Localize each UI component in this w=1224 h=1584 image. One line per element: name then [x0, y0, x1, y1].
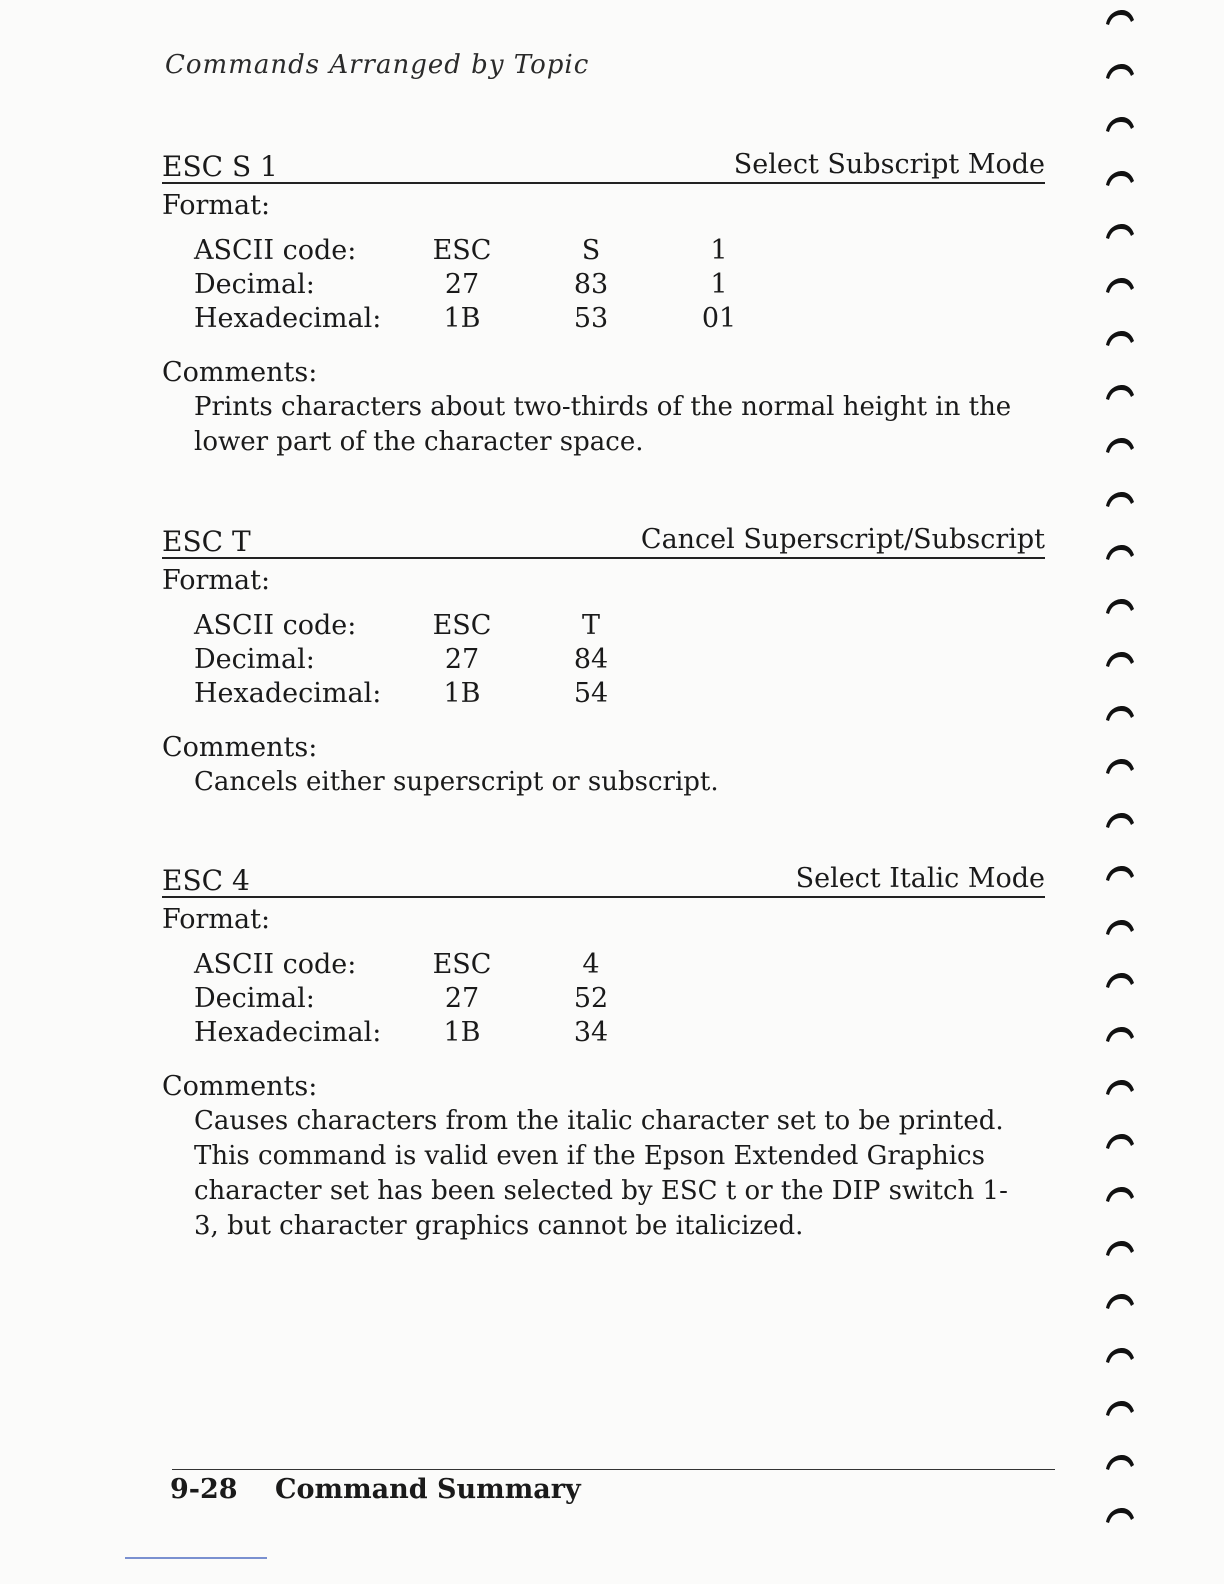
comments-text: Prints characters about two-thirds of the normal height in the lower part of the character space. — [194, 392, 1012, 457]
binding-ring-icon — [1104, 1346, 1136, 1364]
binding-ring-icon — [1104, 115, 1136, 133]
comments-text: Cancels either superscript or subscript. — [194, 767, 719, 797]
binding-ring-icon — [1104, 436, 1136, 454]
command-section-esc-s-1 — [162, 146, 1045, 460]
binding-ring-icon — [1104, 62, 1136, 80]
binding-ring-icon — [1104, 811, 1136, 829]
code-value: T — [581, 610, 600, 641]
binding-ring-icon — [1104, 597, 1136, 615]
code-table — [194, 948, 1045, 1052]
code-row-label: ASCII code: — [194, 610, 357, 641]
code-table — [194, 234, 1045, 338]
binding-ring-icon — [1104, 1453, 1136, 1471]
binding-ring-icon — [1104, 864, 1136, 882]
section-title-row — [162, 860, 1045, 898]
chapter-title: Command Summary — [275, 1474, 581, 1505]
binding-ring-icon — [1104, 169, 1136, 187]
code-row-ascii — [194, 609, 1045, 643]
code-value: 34 — [573, 1017, 609, 1048]
code-row-label: Hexadecimal: — [194, 303, 382, 334]
code-row-label: Decimal: — [194, 269, 315, 300]
page-number: 9-28 — [170, 1474, 238, 1505]
binding-ring-icon — [1104, 8, 1136, 26]
code-value: 83 — [573, 269, 609, 300]
code-row-decimal — [194, 982, 1045, 1016]
binding-ring-icon — [1104, 650, 1136, 668]
code-value: 01 — [701, 303, 737, 334]
code-row-label: ASCII code: — [194, 949, 357, 980]
command-title: Select Italic Mode — [795, 863, 1045, 894]
code-value: 27 — [444, 983, 480, 1014]
scan-edge-mark — [125, 1557, 267, 1559]
binding-ring-icon — [1104, 704, 1136, 722]
code-row-decimal — [194, 268, 1045, 302]
binding-ring-icon — [1104, 276, 1136, 294]
command-section-esc-t — [162, 521, 1045, 800]
binding-ring-icon — [1104, 918, 1136, 936]
command-code: ESC S 1 — [162, 150, 278, 183]
command-code: ESC 4 — [162, 864, 250, 897]
code-value: 53 — [573, 303, 609, 334]
comments-label: Comments: — [162, 357, 318, 388]
section-title-row — [162, 521, 1045, 559]
code-value: 27 — [444, 644, 480, 675]
code-row-label: ASCII code: — [194, 235, 357, 266]
spiral-binding — [1100, 0, 1150, 1584]
binding-ring-icon — [1104, 222, 1136, 240]
code-value: ESC — [432, 610, 492, 641]
code-row-label: Hexadecimal: — [194, 1017, 382, 1048]
format-label: Format: — [162, 565, 271, 596]
comments-text: Causes characters from the italic character set to be printed. This command is valid even if the Epson Extended Graphics character set has been selected by ESC t or the DIP switch 1-3, but character graphics cannot be italicized. — [194, 1106, 1008, 1241]
code-value: 1B — [443, 303, 481, 334]
code-value: 4 — [582, 949, 600, 980]
comments-label: Comments: — [162, 1071, 318, 1102]
code-row-ascii — [194, 948, 1045, 982]
binding-ring-icon — [1104, 971, 1136, 989]
binding-ring-icon — [1104, 1292, 1136, 1310]
command-code: ESC T — [162, 525, 251, 558]
section-title-row — [162, 146, 1045, 184]
binding-ring-icon — [1104, 543, 1136, 561]
binding-ring-icon — [1104, 1399, 1136, 1417]
binding-ring-icon — [1104, 1025, 1136, 1043]
footer-rule — [172, 1469, 1055, 1470]
binding-ring-icon — [1104, 383, 1136, 401]
binding-ring-icon — [1104, 1506, 1136, 1524]
format-label: Format: — [162, 190, 271, 221]
code-row-label: Hexadecimal: — [194, 678, 382, 709]
code-value: 1B — [443, 1017, 481, 1048]
running-header: Commands Arranged by Topic — [165, 50, 590, 80]
code-value: 54 — [573, 678, 609, 709]
code-row-label: Decimal: — [194, 644, 315, 675]
code-value: 1B — [443, 678, 481, 709]
binding-ring-icon — [1104, 757, 1136, 775]
code-value: ESC — [432, 235, 492, 266]
comments-label: Comments: — [162, 732, 318, 763]
binding-ring-icon — [1104, 1239, 1136, 1257]
binding-ring-icon — [1104, 329, 1136, 347]
code-value: 1 — [710, 235, 728, 266]
code-value: 1 — [710, 269, 728, 300]
code-row-decimal — [194, 643, 1045, 677]
code-table — [194, 609, 1045, 713]
code-value: 27 — [444, 269, 480, 300]
code-row-ascii — [194, 234, 1045, 268]
format-label: Format: — [162, 904, 271, 935]
command-title: Select Subscript Mode — [733, 149, 1045, 180]
binding-ring-icon — [1104, 1185, 1136, 1203]
binding-ring-icon — [1104, 490, 1136, 508]
code-row-hex — [194, 1016, 1045, 1050]
code-row-hex — [194, 677, 1045, 711]
command-title: Cancel Superscript/Subscript — [640, 524, 1045, 555]
page-footer — [170, 1474, 581, 1505]
code-row-label: Decimal: — [194, 983, 315, 1014]
code-value: ESC — [432, 949, 492, 980]
binding-ring-icon — [1104, 1132, 1136, 1150]
code-row-hex — [194, 302, 1045, 336]
binding-ring-icon — [1104, 1078, 1136, 1096]
command-section-esc-4 — [162, 860, 1045, 1244]
code-value: 84 — [573, 644, 609, 675]
code-value: 52 — [573, 983, 609, 1014]
code-value: S — [581, 235, 601, 266]
